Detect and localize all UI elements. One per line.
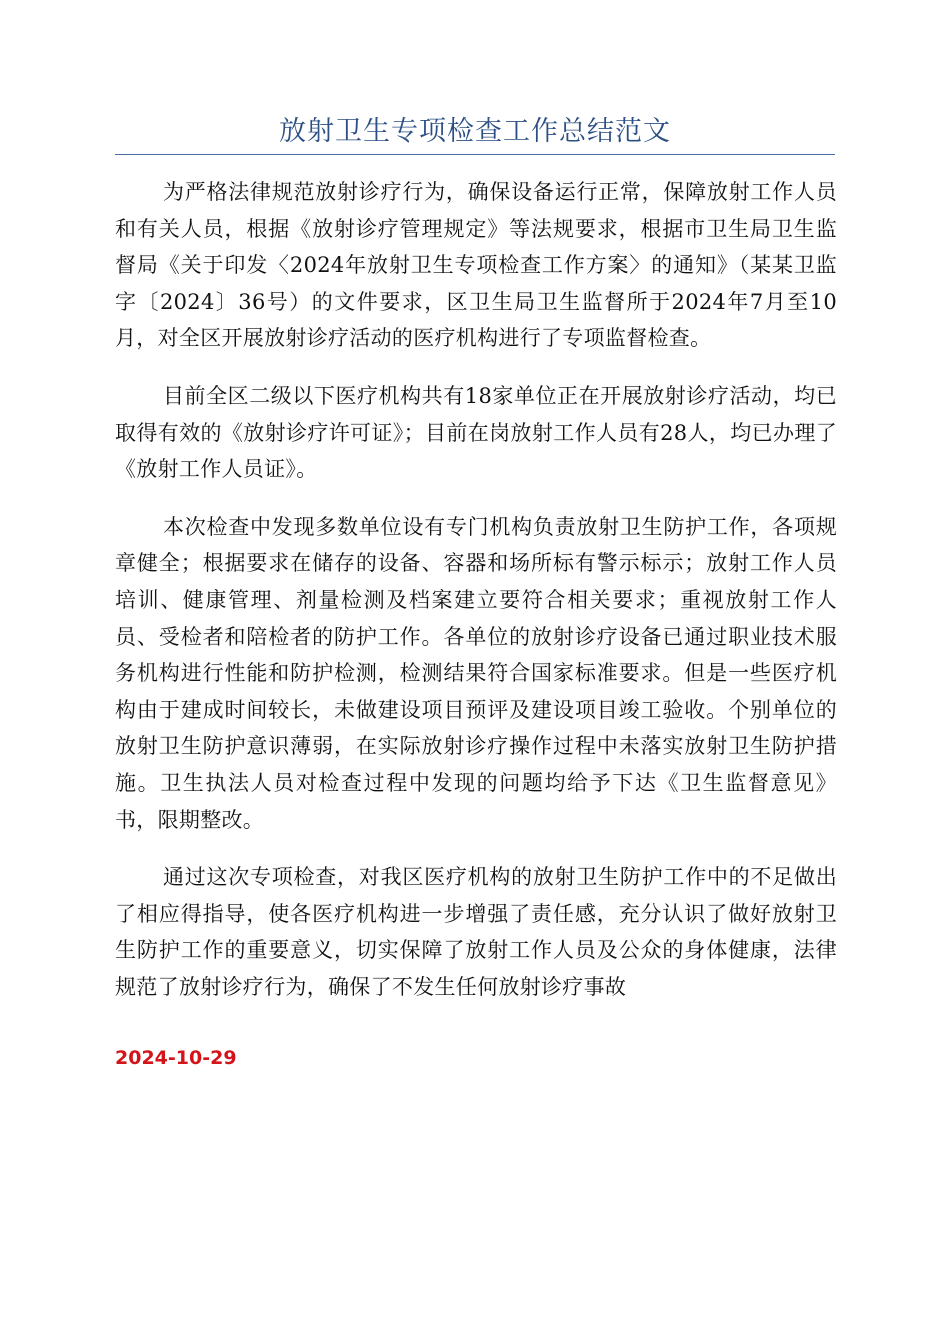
paragraph-3: 本次检查中发现多数单位设有专门机构负责放射卫生防护工作，各项规章健全；根据要求在储存的设备、容器和场所标有警示标示；放射工作人员培训、健康管理、剂量检测及档案建立要符合相关要求；重视放射工作人员、受检者和陪检者的防护工作。各单位的放射诊疗设备已通过职业技术服务机构进行性能和防护检测，检测结果符合国家标准要求。但是一些医疗机构由于建成时间较长，未做建设项目预评及建设项目竣工验收。个别单位的放射卫生防护意识薄弱，在实际放射诊疗操作过程中未落实放射卫生防护措施。卫生执法人员对检查过程中发现的问题均给予下达《卫生监督意见》书，限期整改。	[115, 514, 837, 832]
paragraph-4: 通过这次专项检查，对我区医疗机构的放射卫生防护工作中的不足做出了相应得指导，使各医疗机构进一步增强了责任感，充分认识了做好放射卫生防护工作的重要意义，切实保障了放射工作人员及公众的身体健康，法律规范了放射诊疗行为，确保了不发生任何放射诊疗事故	[115, 865, 837, 999]
paragraph-1: 为严格法律规范放射诊疗行为，确保设备运行正常，保障放射工作人员和有关人员，根据《放射诊疗管理规定》等法规要求，根据市卫生局卫生监督局《关于印发〈2024年放射卫生专项检查工作方案〉的通知》（某某卫监字〔2024〕36号）的文件要求，区卫生局卫生监督所于2024年7月至10月，对全区开展放射诊疗活动的医疗机构进行了专项监督检查。	[115, 180, 837, 351]
title-underline	[115, 154, 835, 155]
document-body	[115, 174, 837, 1026]
document-title: 放射卫生专项检查工作总结范文	[279, 116, 671, 147]
paragraph-2: 目前全区二级以下医疗机构共有18家单位正在开展放射诊疗活动，均已取得有效的《放射诊疗许可证》；目前在岗放射工作人员有28人，均已办理了《放射工作人员证》。	[115, 383, 837, 482]
document-date: 2024-10-29	[115, 1047, 237, 1069]
